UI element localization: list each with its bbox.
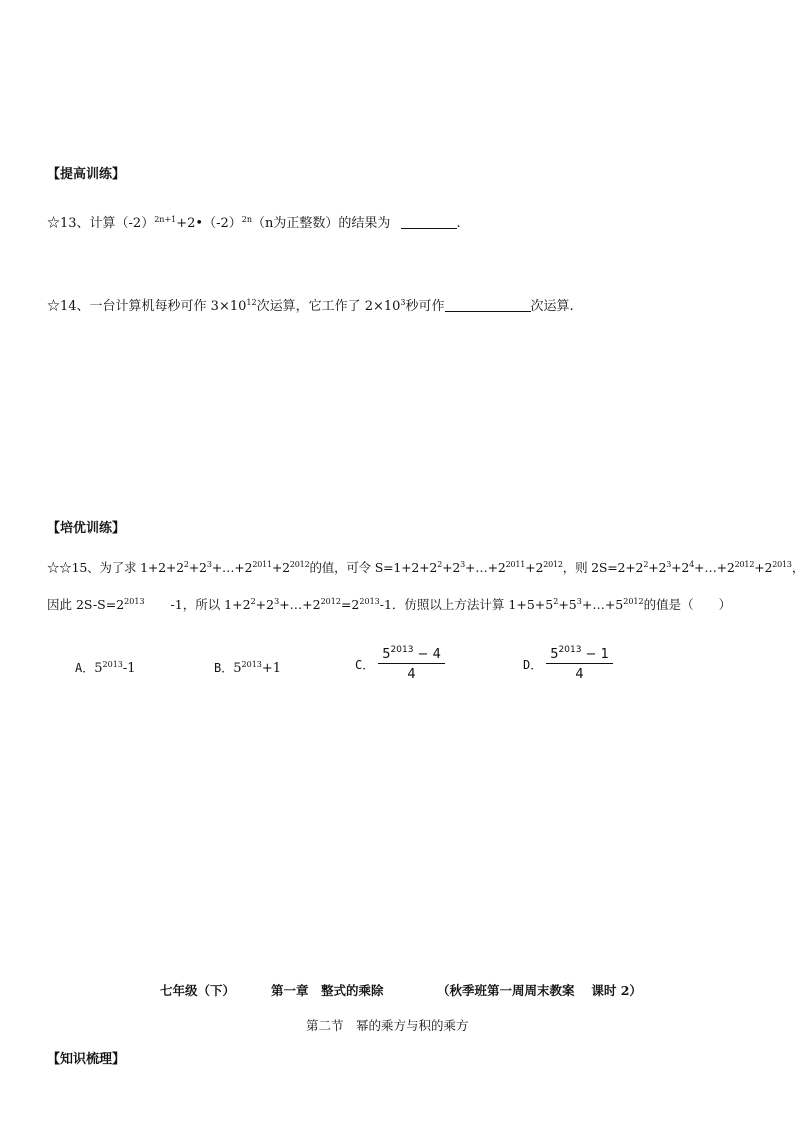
q15-l1-sup: 2012: [543, 560, 563, 569]
option-d-denominator: 4: [575, 667, 584, 682]
q15-l1-text: +2: [671, 560, 690, 575]
option-b-tail: +1: [261, 661, 282, 676]
option-d-num-base: 5: [550, 647, 559, 662]
question-13: [47, 212, 461, 231]
q15-l1-text: +2: [525, 560, 544, 575]
q13-mid: +2•（-2）: [176, 216, 242, 231]
q15-l1-text: +…+2: [694, 560, 735, 575]
q15-l1-sup: 3: [206, 560, 212, 569]
question-14: [47, 295, 574, 314]
q15-l2-text: +2: [255, 597, 275, 612]
q15-l1-text: +…+2: [465, 560, 506, 575]
q14-text-2: 次运算，它工作了 2×10: [256, 299, 401, 314]
q15-l1-text: +2: [188, 560, 207, 575]
option-d-label: D．: [523, 658, 543, 672]
option-d-fraction: [546, 647, 613, 682]
q15-l2-sup: 2012: [623, 597, 644, 606]
q15-l1-sup: 4: [689, 560, 695, 569]
option-b-base: 5: [233, 661, 242, 676]
option-d-num-tail: − 1: [581, 647, 609, 662]
q15-l1-text: +2: [442, 560, 461, 575]
q15-l1-text: +…+2: [211, 560, 253, 575]
q15-l2-text: 的值是（ ）: [643, 597, 732, 612]
lesson-grade: 七年级（下）: [160, 983, 236, 998]
q13-suffix: （n为正整数）的结果为: [252, 216, 391, 231]
q15-l1-sup: 2012: [289, 560, 310, 569]
q15-l1-sup: 2: [643, 560, 649, 569]
q15-l2-sup: 2013: [359, 597, 380, 606]
option-a-base: 5: [94, 661, 103, 676]
q14-text-4: 次运算.: [530, 299, 574, 314]
option-c-num-base: 5: [382, 647, 391, 662]
question-15-line-2: [47, 595, 731, 613]
q14-exponent-2: 3: [400, 298, 406, 307]
option-b-label: B．: [214, 661, 234, 675]
q15-l2-sup: 3: [274, 597, 280, 606]
q15-l2-text: +5: [558, 597, 577, 612]
q15-l2-text: +…+2: [279, 597, 321, 612]
q13-prefix: ☆13、计算（-2）: [47, 216, 155, 231]
section-heading-knowledge: 【知识梳理】: [47, 1052, 126, 1067]
option-d-numerator: [546, 647, 613, 664]
option-b-exponent: 2013: [241, 660, 262, 669]
option-a-exponent: 2013: [102, 660, 123, 669]
q15-l2-text: =2: [340, 597, 360, 612]
q13-exponent-2: 2n: [241, 215, 253, 224]
option-c-num-exponent: 2013: [390, 645, 414, 655]
q15-l1-sup: 2: [437, 560, 443, 569]
q15-l1-sup: 2011: [252, 560, 272, 569]
q15-l1-text: +2: [648, 560, 667, 575]
q15-l2-sup: 3: [576, 597, 582, 606]
section-heading-advanced: 【培优训练】: [47, 521, 126, 536]
q15-l1-text: 的值，可令 S=1+2+2: [309, 560, 438, 575]
q15-l2-text: +…+5: [581, 597, 624, 612]
option-b[interactable]: [214, 659, 281, 676]
q13-end: .: [456, 216, 461, 231]
q15-l1-text: ☆☆15、为了求 1+2+2: [47, 560, 184, 575]
lesson-chapter: 第一章 整式的乘除: [271, 983, 384, 998]
q13-exponent-1: 2n+1: [154, 215, 177, 224]
option-c-denominator: 4: [407, 667, 416, 682]
option-c[interactable]: [355, 647, 445, 682]
q15-l1-text: ，: [791, 560, 804, 575]
option-d-num-exponent: 2013: [558, 645, 582, 655]
q15-l2-sup: 2: [250, 597, 256, 606]
q15-l2-sup: 2013: [124, 597, 145, 606]
option-c-numerator: [378, 647, 445, 664]
option-c-label: C．: [355, 658, 375, 672]
q14-text-1: ☆14、一台计算机每秒可作 3×10: [47, 299, 247, 314]
q15-l1-sup: 2013: [772, 560, 792, 569]
option-a[interactable]: [75, 659, 136, 676]
q14-answer-blank[interactable]: [445, 299, 531, 312]
option-d[interactable]: [523, 647, 613, 682]
option-c-num-tail: − 4: [413, 647, 441, 662]
lesson-info: （秋季班第一周周末教案 课时 2）: [437, 983, 642, 998]
q15-l1-sup: 2012: [734, 560, 755, 569]
q14-text-3: 秒可作: [405, 299, 445, 314]
q15-l1-sup: 3: [666, 560, 672, 569]
q15-l2-text: 因此 2S-S=2: [47, 597, 125, 612]
option-a-tail: -1: [122, 661, 136, 676]
section-title: 第二节 幂的乘方与积的乘方: [306, 1018, 469, 1033]
section-heading-improve: 【提高训练】: [47, 167, 126, 182]
q15-l1-text: +2: [754, 560, 773, 575]
q14-exponent-1: 12: [246, 298, 257, 307]
option-c-fraction: [378, 647, 445, 682]
q15-l2-text: -1，所以 1+2: [170, 597, 251, 612]
q13-answer-blank[interactable]: [401, 216, 457, 229]
q15-l1-text: +2: [271, 560, 290, 575]
q15-l2-text: -1．仿照以上方法计算 1+5+5: [379, 597, 554, 612]
question-15-line-1: [47, 558, 804, 576]
q15-l1-sup: 2011: [505, 560, 526, 569]
q15-l1-sup: 2: [183, 560, 189, 569]
q15-l2-sup: 2: [553, 597, 559, 606]
q15-l1-text: ，则 2S=2+2: [562, 560, 644, 575]
q15-l1-sup: 3: [460, 560, 465, 569]
option-a-label: A．: [75, 661, 95, 675]
q15-l2-sup: 2012: [320, 597, 341, 606]
